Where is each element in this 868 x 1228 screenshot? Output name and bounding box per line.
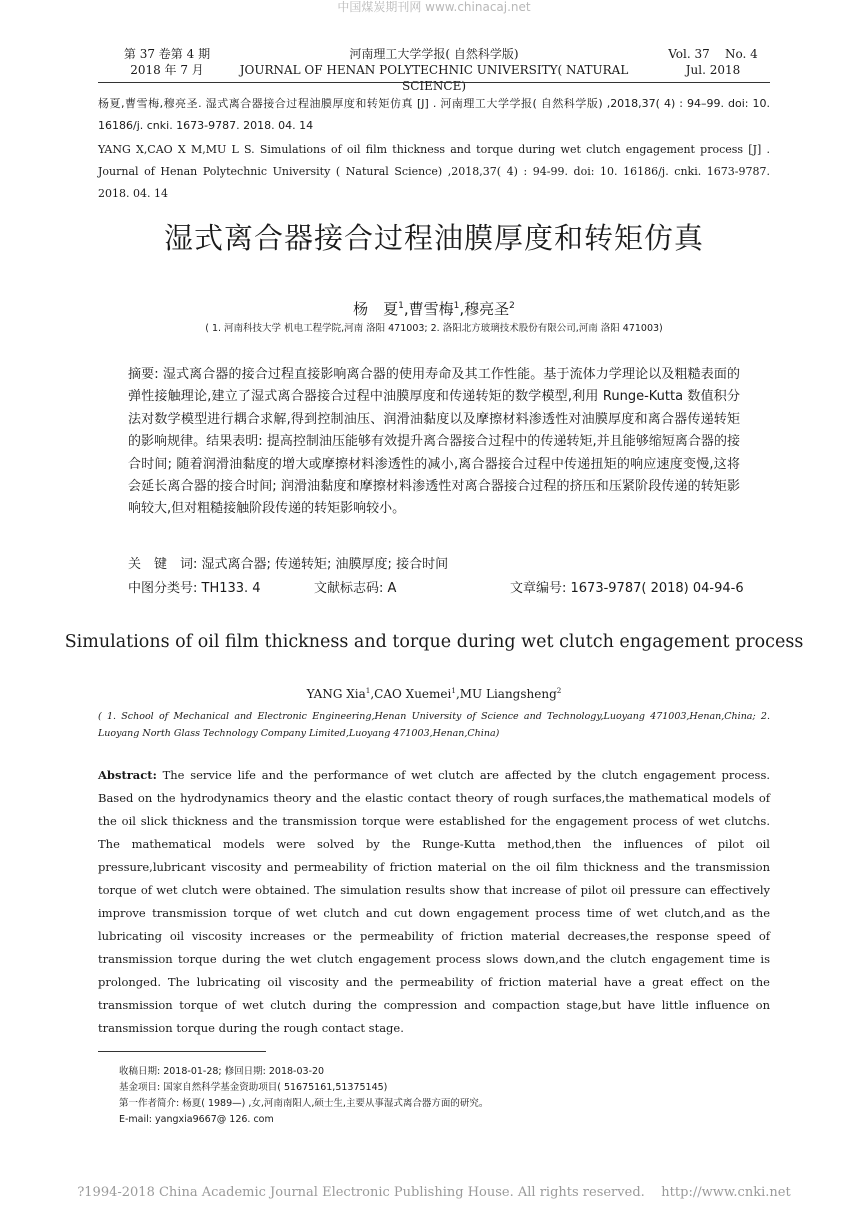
author-affil-mark: 1 [398, 301, 404, 311]
author-name: 曹雪梅 [408, 300, 454, 318]
author-affil-mark: 2 [509, 301, 515, 311]
clc-number: 中图分类号: TH133. 4 [128, 581, 261, 596]
classification-row [128, 579, 744, 601]
date-en: Jul. 2018 [685, 63, 741, 77]
vol-issue-en: Vol. 37 No. 4 [668, 47, 758, 61]
author-affil-mark: 1 [453, 301, 460, 311]
article-title-zh: 湿式离合器接合过程油膜厚度和转矩仿真 [163, 221, 704, 255]
footnote-author-bio: 第一作者简介: 杨夏( 1989—) ,女,河南南阳人,硕士生,主要从事湿式离合器方面的研究。 [119, 1098, 489, 1109]
affiliation-zh: ( 1. 河南科技大学 机电工程学院,河南 洛阳 471003; 2. 洛阳北方玻璃技术股份有限公司,河南 洛阳 471003) [205, 323, 663, 334]
author-name: 杨 夏 [353, 300, 399, 318]
article-title-en: Simulations of oil film thickness and torque during wet clutch engagement process [64, 632, 804, 652]
copyright-footer: ?1994-2018 China Academic Journal Electronic Publishing House. All rights reserved. http://www.cnki.net [77, 1185, 791, 1200]
journal-name-en: JOURNAL OF HENAN POLYTECHNIC UNIVERSITY( NATURAL SCIENCE) [239, 63, 629, 93]
abstract-en [98, 764, 770, 1040]
author-name: MU Liangsheng [459, 687, 557, 701]
keywords-zh [128, 555, 740, 575]
vol-issue-zh: 第 37 卷第 4 期 [123, 47, 211, 61]
header-left [112, 46, 222, 78]
header-rule [98, 82, 770, 83]
article-number: 文章编号: 1673-9787( 2018) 04-94-6 [510, 581, 744, 596]
abstract-en-label: Abstract: [98, 768, 157, 782]
date-zh: 2018 年 7 月 [130, 63, 204, 77]
footnote-rule [98, 1051, 266, 1052]
author-name: CAO Xuemei [374, 687, 452, 701]
citation-en: YANG X,CAO X M,MU L S. Simulations of oil film thickness and torque during wet clutch engagement process [J] . Journal of Henan Polytechnic University ( Natural Science) ,2018,37( 4) : 94-99. doi: 10. 16186/j. cnki. 1673-9787. 2018. 04. 14 [98, 143, 770, 200]
keywords-label: 关 键 词: [128, 557, 198, 572]
footnote-fund: 基金项目: 国家自然科学基金资助项目( 51675161,51375145) [119, 1082, 388, 1093]
abstract-en-text: The service life and the performance of wet clutch are affected by the clutch engagement process. Based on the hydrodynamics theory and the elastic contact theory of rough surfaces,the mathematical models of the oil slick thickness and the transmission torque were established for the engagement process of wet clutchs. The mathematical models were solved by the Runge-Kutta method,then the influences of pilot oil pressure,lubricant viscosity and permeability of friction material on the oil film thickness and the transmission torque of wet clutch were obtained. The simulation results show that increase of pilot oil pressure can effectively improve transmission torque of wet clutch and cut down engagement process time of wet clutch,and as the lubricating oil viscosity increases or the permeability of friction material decreases,the response speed of transmission torque during the wet clutch engagement process slows down,and the clutch engagement time is prolonged. The lubricating oil viscosity and the permeability of friction material have a great effect on the transmission torque of wet clutch during the compression and compaction stage,but have little influence on transmission torque during the rough contact stage. [98, 768, 770, 1035]
author-name: 穆亮圣 [464, 300, 510, 318]
author-affil-mark: 1 [451, 686, 456, 695]
abstract-zh-text: 湿式离合器的接合过程直接影响离合器的使用寿命及其工作性能。基于流体力学理论以及粗糙表面的弹性接触理论,建立了湿式离合器接合过程中油膜厚度和传递转矩的数学模型,利用 Runge-Kutta 数值积分法对数学模型进行耦合求解,得到控制油压、润滑油黏度以及摩擦材料渗透性对油膜厚度和离合器传递转矩的影响规律。结果表明: 提高控制油压能够有效提升离合器接合过程中的传递转矩,并且能够缩短离合器的接合时间; 随着润滑油黏度的增大或摩擦材料渗透性的减小,离合器接合过程中传递扭矩的响应速度变慢,这将会延长离合器的接合时间; 润滑油黏度和摩擦材料渗透性对离合器接合过程的挤压和压紧阶段传递的转矩影响较大,但对粗糙接触阶段传递的转矩影响较小。 [128, 367, 740, 517]
document-code: 文献标志码: A [314, 581, 397, 596]
citation-zh: 杨夏,曹雪梅,穆亮圣. 湿式离合器接合过程油膜厚度和转矩仿真 [J] . 河南理工大学学报( 自然科学版) ,2018,37( 4) : 94–99. doi: 10. 16186/j. cnki. 1673-9787. 2018. 04. 14 [98, 97, 770, 132]
author-affil-mark: 2 [556, 686, 562, 695]
author-affil-mark: 1 [365, 686, 371, 695]
author-list-zh: 杨 夏$^1$,曹雪梅$^1$,穆亮圣$^2$ [353, 300, 515, 318]
header-center [222, 46, 646, 94]
abstract-zh-label: 摘要: [128, 367, 159, 382]
journal-name-zh: 河南理工大学学报( 自然科学版) [349, 47, 519, 61]
author-list-en: YANG Xia$^1$,CAO Xuemei$^1$,MU Liangsheng$^2$ [306, 686, 562, 701]
keywords-text: 湿式离合器; 传递转矩; 油膜厚度; 接合时间 [201, 557, 449, 572]
affiliation-en: ( 1. School of Mechanical and Electronic Engineering,Henan University of Science and Technology,Luoyang 471003,Henan,China; 2. Luoyang North Glass Technology Company Limited,Luoyang 471003,Henan,China) [98, 711, 770, 739]
footnote-received: 收稿日期: 2018-01-28; 修回日期: 2018-03-20 [119, 1066, 325, 1077]
header-right [660, 46, 766, 78]
author-name: YANG Xia [306, 687, 366, 701]
watermark: 中国煤炭期刊网 www.chinacaj.net [337, 0, 531, 14]
abstract-zh [128, 364, 740, 521]
footnote-email: E-mail: yangxia9667@ 126. com [119, 1114, 274, 1125]
